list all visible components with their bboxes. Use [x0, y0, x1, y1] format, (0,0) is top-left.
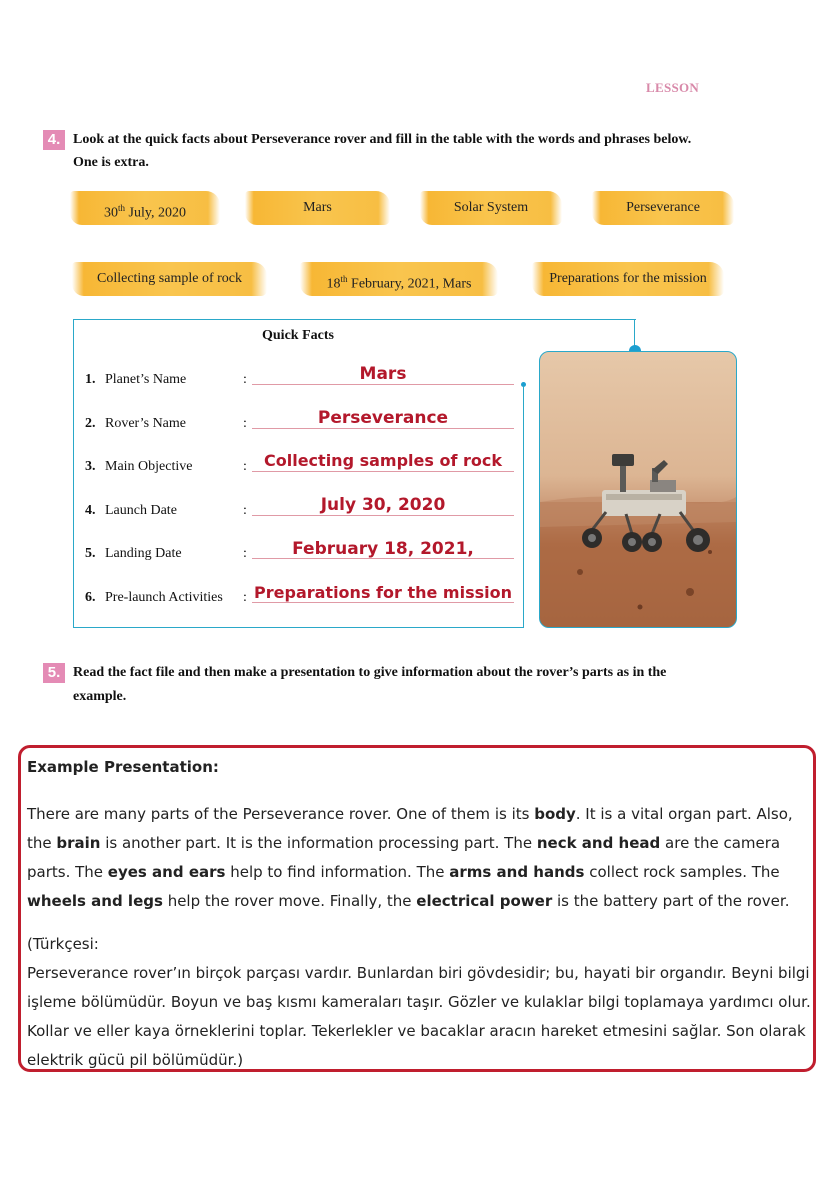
word-chip-launch-date: 30th July, 2020: [70, 191, 220, 225]
question-5-number: 5.: [43, 663, 65, 683]
row-colon: :: [243, 546, 247, 561]
word-chip-landing-date: 18th February, 2021, Mars: [300, 262, 498, 296]
word-chip-preparations: Preparations for the mission: [532, 262, 724, 296]
row-label-pre-launch: Pre-launch Activities: [105, 590, 223, 605]
row-label-planet-name: Planet’s Name: [105, 372, 187, 387]
rover-illustration: [540, 352, 736, 627]
word-chip-mars: Mars: [245, 191, 390, 225]
row-colon: :: [243, 416, 247, 431]
row-colon: :: [243, 459, 247, 474]
row-number: 4.: [85, 503, 96, 518]
row-number: 1.: [85, 372, 96, 387]
answer-line: [252, 515, 514, 516]
facts-frame-right: [523, 386, 524, 628]
word-chip-solar-system: Solar System: [420, 191, 562, 225]
example-turkish-heading: (Türkçesi:: [27, 935, 99, 953]
example-title: Example Presentation:: [27, 758, 219, 776]
lesson-label: LESSON: [646, 80, 700, 95]
answer-main-objective: Collecting samples of rock: [264, 451, 502, 470]
row-number: 2.: [85, 416, 96, 431]
row-number: 5.: [85, 546, 96, 561]
question-5-instruction-line2: example.: [73, 689, 127, 704]
answer-launch-date: July 30, 2020: [320, 495, 446, 515]
row-colon: :: [243, 503, 247, 518]
row-label-launch-date: Launch Date: [105, 503, 177, 518]
answer-rover-name: Perseverance: [317, 408, 449, 428]
answer-line: [252, 602, 514, 603]
answer-landing-date: February 18, 2021,: [292, 539, 474, 559]
example-turkish-paragraph: Perseverance rover’ın birçok parçası vardır. Bunlardan biri gövdesidir; bu, hayati bir organdır. Beyni bilgi işleme bölümüdür. Boyun ve baş kısmı kameraları taşır. Gözler ve kulaklar bilgi toplamaya yardımcı olur. Kollar ve eller kaya örneklerini toplar. Tekerlekler ve bacaklar aracın hareket etmesini sağlar. Son olarak elektrik gücü pil bölümüdür.): [27, 964, 811, 1069]
example-english-paragraph: There are many parts of the Perseverance rover. One of them is its body. It is a vital organ part. Also, the brain is another part. It is the information processing part. The neck and head are the camera parts. The eyes and ears help to find information. The arms and hands collect rock samples. The wheels and legs help the rover move. Finally, the electrical power is the battery part of the rover.: [27, 805, 793, 910]
question-5-instruction-line1: Read the fact file and then make a presentation to give information about the rover’s parts as in the: [73, 665, 667, 680]
quick-facts-title: Quick Facts: [262, 328, 334, 343]
question-4-instruction-line1: Look at the quick facts about Perseverance rover and fill in the table with the words and phrases below.: [73, 132, 692, 147]
example-presentation-box: [18, 745, 816, 1072]
rover-photo: [539, 351, 737, 628]
row-number: 6.: [85, 590, 96, 605]
answer-line: [252, 471, 514, 472]
question-4-instruction-line2: One is extra.: [73, 155, 149, 170]
word-chip-perseverance: Perseverance: [592, 191, 734, 225]
row-label-main-objective: Main Objective: [105, 459, 193, 474]
question-4-number: 4.: [43, 130, 65, 150]
row-label-landing-date: Landing Date: [105, 546, 182, 561]
row-number: 3.: [85, 459, 96, 474]
row-label-rover-name: Rover’s Name: [105, 416, 186, 431]
row-colon: :: [243, 372, 247, 387]
word-chip-collecting-sample: Collecting sample of rock: [72, 262, 267, 296]
answer-pre-launch: Preparations for the mission: [254, 583, 512, 602]
row-colon: :: [243, 590, 247, 605]
answer-planet-name: Mars: [359, 364, 407, 384]
answer-line: [252, 428, 514, 429]
answer-line: [252, 384, 514, 385]
